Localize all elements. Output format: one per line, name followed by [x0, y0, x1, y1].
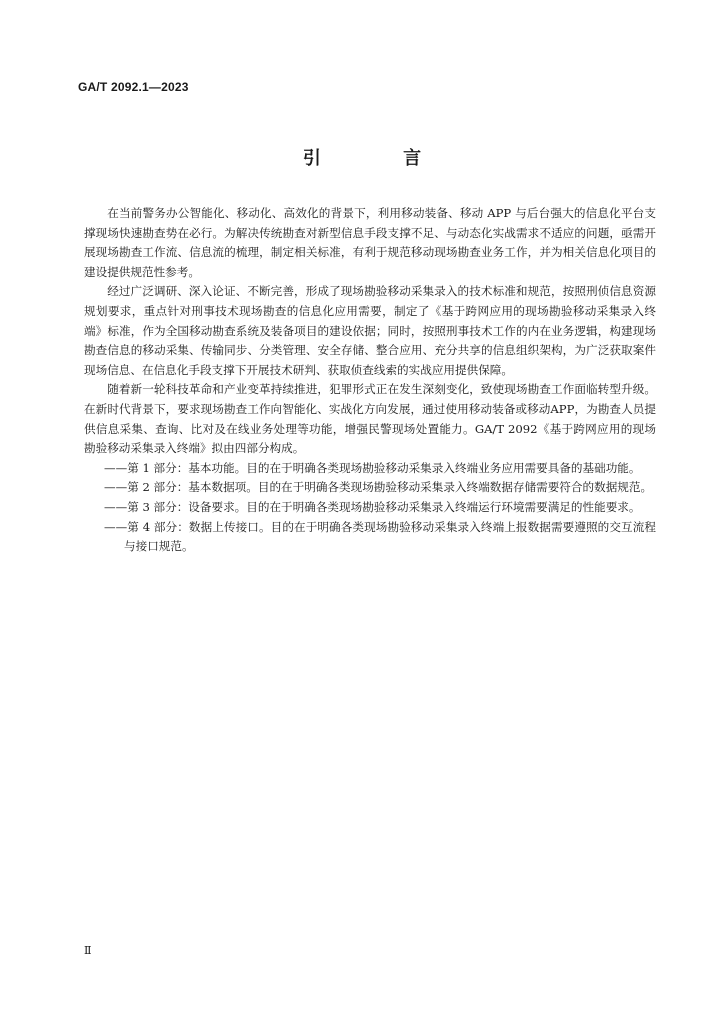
part-list-item: ——第 1 部分：基本功能。目的在于明确各类现场勘验移动采集录入终端业务应用需要具备的基础功能。: [104, 460, 641, 475]
document-code: GA/T 2092.1—2023: [78, 80, 189, 94]
paragraph: 在当前警务办公智能化、移动化、高效化的背景下，利用移动装备、移动 APP 与后台强大的信息化平台支撑现场快速勘查势在必行。为解决传统勘查对新型信息手段支撑不足、与动态化实战需求不适应的问题，亟需开展现场勘查工作流、信息流的梳理，制定相关标准，有利于规范移动现场勘查业务工作，并为相关信息化项目的建设提供规范性参考。: [84, 206, 656, 279]
introduction-body: [84, 204, 656, 557]
page-title: 引 言: [302, 148, 460, 169]
paragraph: 经过广泛调研、深入论证、不断完善，形成了现场勘验移动采集录入的技术标准和规范，按照刑侦信息资源规划要求，重点针对刑事技术现场勘查的信息化应用需要，制定了《基于跨网应用的现场勘验移动采集录入终端》标准，作为全国移动勘查系统及装备项目的建设依据；同时，按照刑事技术工作的内在业务逻辑，构建现场勘查信息的移动采集、传输同步、分类管理、安全存储、整合应用、充分共享的信息组织架构，为广泛获取案件现场信息、在信息化手段支撑下开展技术研判、获取侦查线索的实战应用提供保障。: [84, 284, 656, 377]
paragraph: 随着新一轮科技革命和产业变革持续推进，犯罪形式正在发生深刻变化，致使现场勘查工作面临转型升级。在新时代背景下，要求现场勘查工作向智能化、实战化方向发展，通过使用移动装备或移动APP，为勘查人员提供信息采集、查询、比对及在线业务处理等功能，增强民警现场处置能力。GA/T 2092《基于跨网应用的现场勘验移动采集录入终端》拟由四部分构成。: [84, 382, 656, 456]
page-number: Ⅱ: [84, 945, 92, 957]
part-list-item: ——第 4 部分：数据上传接口。目的在于明确各类现场勘验移动采集录入终端上报数据需要遵照的交互流程与接口规范。: [104, 519, 656, 554]
part-list-item: ——第 2 部分：基本数据项。目的在于明确各类现场勘验移动采集录入终端数据存储需要符合的数据规范。: [104, 480, 653, 495]
part-list-item: ——第 3 部分：设备要求。目的在于明确各类现场勘验移动采集录入终端运行环境需要满足的性能要求。: [104, 499, 641, 514]
